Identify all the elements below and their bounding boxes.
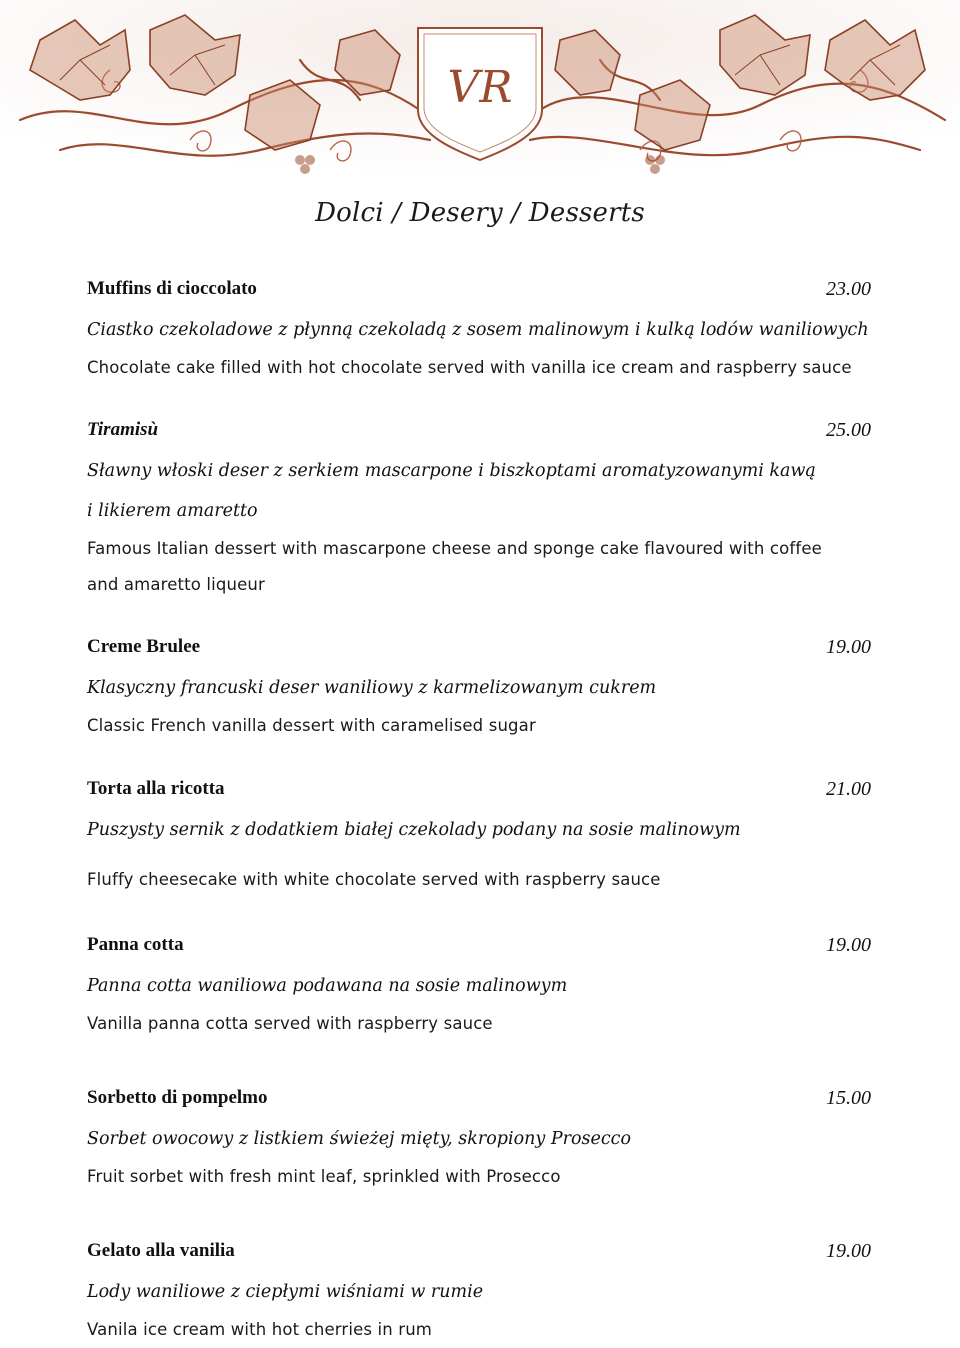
item-price: 23.00 — [826, 278, 871, 300]
page-title: Dolci / Desery / Desserts — [315, 198, 645, 228]
item-name: Creme Brulee — [87, 636, 201, 657]
description-english: and amaretto liqueur — [87, 575, 265, 594]
menu-item — [87, 417, 871, 603]
item-name: Gelato alla vanilia — [87, 1240, 235, 1261]
menu-item-header — [87, 932, 871, 966]
item-name: Panna cotta — [87, 934, 184, 955]
item-name: Torta alla ricotta — [87, 778, 225, 799]
menu-item — [87, 932, 871, 1042]
menu-item-header — [87, 776, 871, 810]
description-english: Classic French vanilla dessert with caramelised sugar — [87, 716, 536, 735]
menu-item-header — [87, 1238, 871, 1272]
description-english: Fruit sorbet with fresh mint leaf, sprinkled with Prosecco — [87, 1167, 561, 1186]
item-price: 19.00 — [826, 1240, 871, 1262]
description-polish: Puszysty sernik z dodatkiem białej czekolady podany na sosie malinowym — [87, 820, 741, 840]
item-price: 19.00 — [826, 934, 871, 956]
vine-ornament-banner — [0, 0, 960, 195]
description-polish: Panna cotta waniliowa podawana na sosie malinowym — [87, 976, 568, 996]
description-english: Vanila ice cream with hot cherries in rum — [87, 1320, 433, 1339]
item-price: 21.00 — [826, 778, 871, 800]
menu-item — [87, 776, 871, 898]
item-price: 15.00 — [826, 1087, 871, 1109]
description-polish: Ciastko czekoladowe z płynną czekoladą z sosem malinowym i kulką lodów waniliowych — [87, 320, 869, 340]
menu-item — [87, 1085, 871, 1195]
item-name: Sorbetto di pompelmo — [87, 1087, 268, 1108]
description-english: Famous Italian dessert with mascarpone cheese and sponge cake flavoured with coffee — [87, 539, 822, 558]
menu-item-header — [87, 417, 871, 451]
description-polish: Klasyczny francuski deser waniliowy z karmelizowanym cukrem — [87, 678, 657, 698]
item-price: 19.00 — [826, 636, 871, 658]
menu-item — [87, 276, 871, 386]
menu-item — [87, 634, 871, 744]
description-polish: Sławny włoski deser z serkiem mascarpone i biszkoptami aromatyzowanymi kawą — [87, 461, 816, 481]
item-name: Tiramisù — [87, 419, 159, 440]
item-name: Muffins di cioccolato — [87, 278, 257, 299]
menu-item — [87, 1238, 871, 1348]
menu-item-header — [87, 276, 871, 310]
description-english: Fluffy cheesecake with white chocolate served with raspberry sauce — [87, 870, 661, 889]
menu-item-header — [87, 634, 871, 668]
menu-item-header — [87, 1085, 871, 1119]
description-english: Chocolate cake filled with hot chocolate served with vanilla ice cream and raspberry sauce — [87, 358, 852, 377]
description-english: Vanilla panna cotta served with raspberry sauce — [87, 1014, 493, 1033]
item-price: 25.00 — [826, 419, 871, 441]
description-polish: Lody waniliowe z ciepłymi wiśniami w rumie — [87, 1282, 484, 1302]
description-polish: i likierem amaretto — [87, 501, 258, 521]
description-polish: Sorbet owocowy z listkiem świeżej mięty, skropiony Prosecco — [87, 1129, 632, 1149]
crest-monogram: VR — [447, 62, 513, 113]
